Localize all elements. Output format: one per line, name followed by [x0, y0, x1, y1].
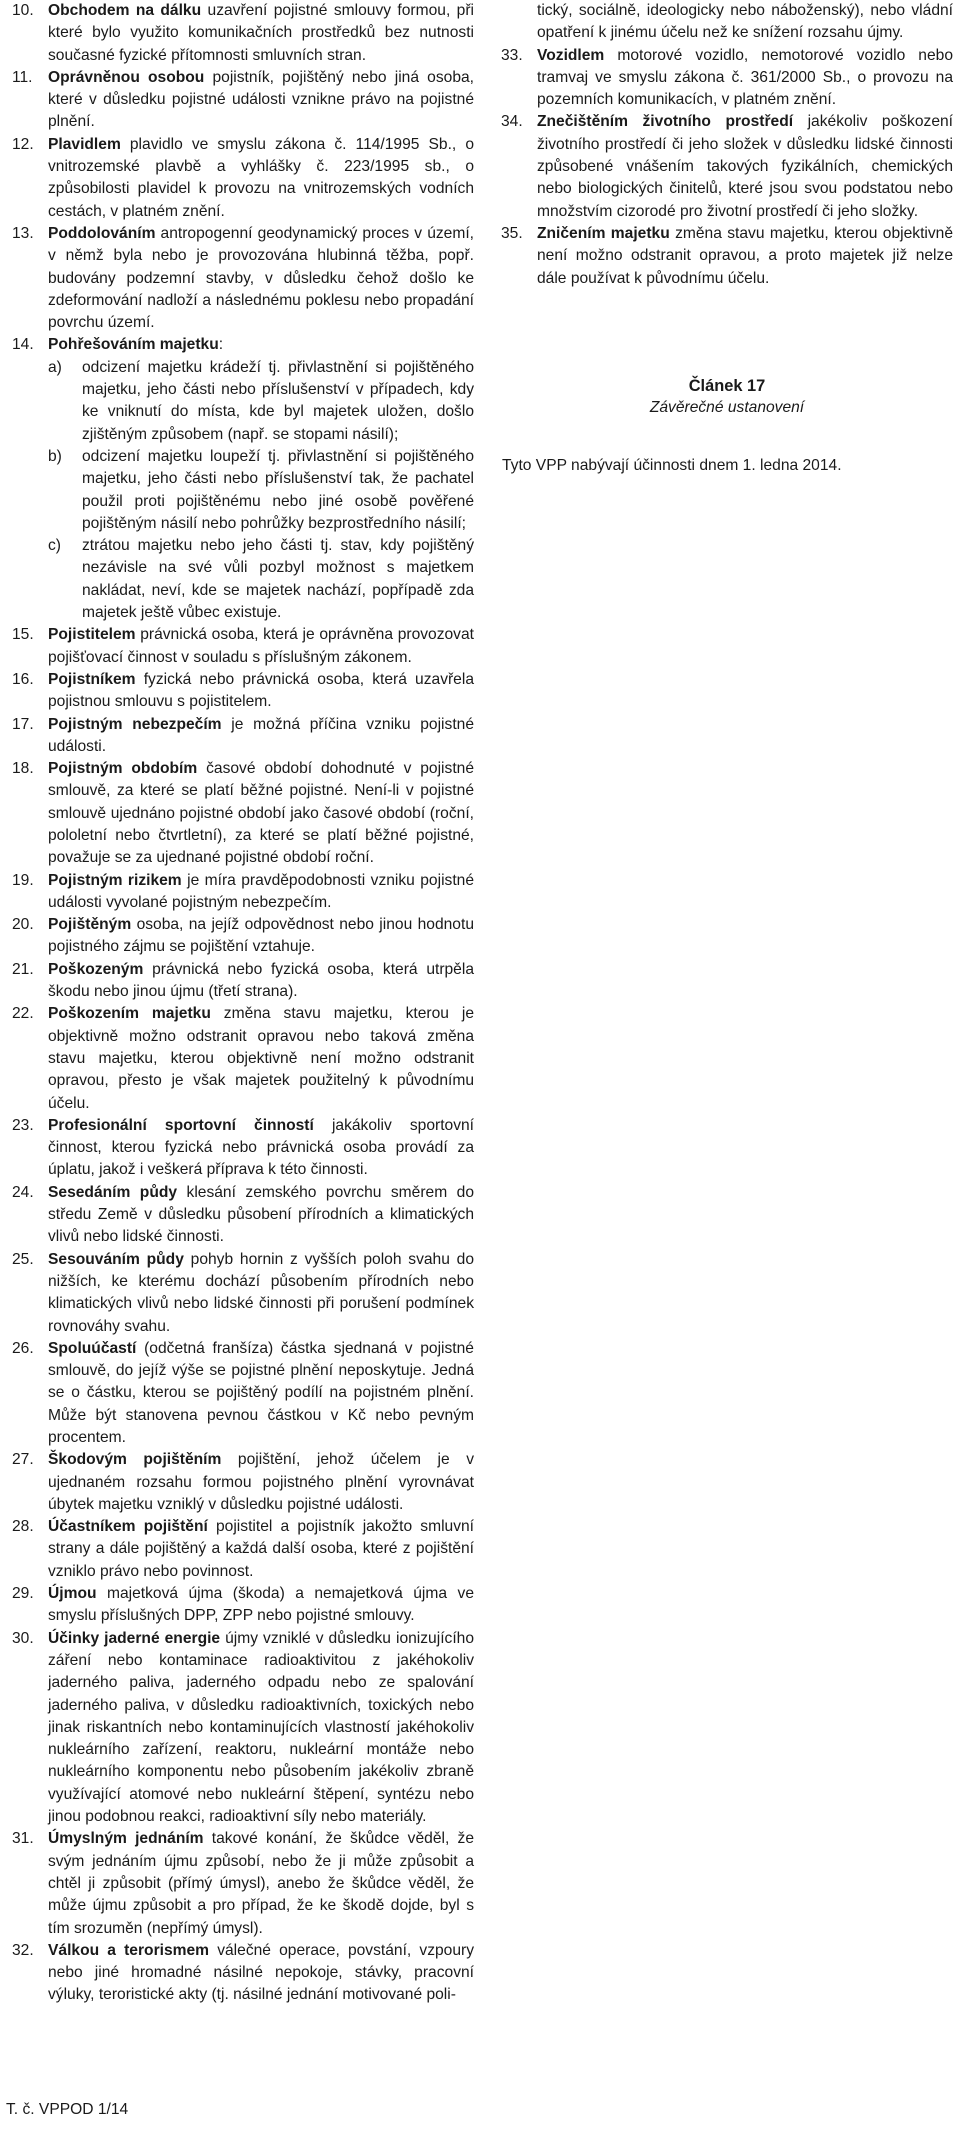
definition-continuation — [501, 0, 953, 45]
definition-item — [12, 1583, 474, 1628]
item-term: Znečištěním životního prostředí — [537, 113, 794, 131]
sub-item-label: a) — [48, 358, 62, 376]
item-term: Úmyslným jednáním — [48, 1830, 204, 1848]
definition-item — [12, 758, 474, 869]
item-text: plavidlo ve smyslu zákona č. 114/1995 Sb., o vnitrozemské plavbě a vyhlášky č. 223/1995 sb., o způsobilosti plavidel k provozu na vnitrozemských vodních cestách, v platném znění. — [48, 135, 474, 220]
item-term: Pojistníkem — [48, 670, 136, 688]
item-number: 29. — [12, 1585, 34, 1603]
item-number: 31. — [12, 1830, 34, 1848]
item-text: časové období dohodnuté v pojistné smlouvě, za které se platí běžné pojistné. Není-li v pojistné smlouvě ujednáno pojistné období jako časové období (roční, pololetní nebo čtvrtletní), za které se platí běžné pojistné, považuje se za ujednané pojistné období roční. — [48, 760, 474, 867]
page-footer: T. č. VPPOD 1/14 — [6, 2101, 129, 2118]
item-text: právnická nebo fyzická osoba, která utrpěla škodu nebo jinou újmu (třetí strana). — [48, 960, 474, 1001]
item-term: Válkou a terorismem — [48, 1941, 210, 1959]
item-text: změna stavu majetku, kterou je objektivně možno odstranit opravou nebo taková změna stavu majetku, kterou objektivně není možno odstranit opravou, přesto je však majetek použitelný k původnímu účelu. — [48, 1005, 474, 1112]
item-term: Pojištěným — [48, 916, 132, 934]
item-number: 14. — [12, 336, 34, 354]
definition-item — [12, 1338, 474, 1449]
definition-item — [12, 223, 474, 334]
item-number: 15. — [12, 626, 34, 644]
item-number: 19. — [12, 871, 34, 889]
item-number: 22. — [12, 1005, 34, 1023]
sub-item-label: b) — [48, 447, 62, 465]
item-text: újmy vzniklé v důsledku ionizujícího záření nebo kontaminace radioaktivitou z jakéhokoliv jaderného paliva, jaderného odpadu nebo ze spalování jaderného paliva, v důsledku radioaktivních, toxických nebo jinak riskantních nebo kontaminujících vlastností jakéhokoliv nukleárního zařízení, reaktoru, nukleární montáže nebo nukleárního komponentu nebo působením jakékoliv zbraně využívající atomové nebo nukleární štěpení, syntézu nebo jinou podobnou reakci, radioaktivní síly nebo materiály. — [48, 1629, 474, 1826]
definition-item — [501, 111, 953, 222]
item-number: 35. — [501, 224, 523, 242]
definition-item — [12, 959, 474, 1004]
definition-item — [12, 1516, 474, 1583]
item-term: Poškozením majetku — [48, 1005, 211, 1023]
definition-item — [12, 1182, 474, 1249]
sub-item-text: ztrátou majetku nebo jeho části tj. stav, kdy pojištěný nezávisle na své vůli pozbyl možnost s majetkem nakládat, neví, kde se majetek nachází, popřípadě zda majetek ještě vůbec existuje. — [82, 537, 474, 622]
left-column — [12, 0, 474, 2007]
definition-item — [12, 669, 474, 714]
item-text: právnická osoba, která je oprávněna provozovat pojišťovací činnost v souladu s příslušným zákonem. — [48, 626, 474, 666]
item-text: pojistitel a pojistník jakožto smluvní strany a dále pojištěný a každá další osoba, které z pojištění vzniklo právo nebo povinnost. — [48, 1518, 475, 1580]
item-number: 32. — [12, 1941, 34, 1959]
item-text: takové konání, že škůdce věděl, že svým jednáním újmu způsobí, nebo že ji může způsobit a chtěl ji způsobit (přímý úmysl), anebo že škůdce věděl, že může újmu způsobit a pro případ, že ke škodě dojde, byl s tím srozuměn (nepřímý úmysl). — [48, 1830, 474, 1937]
item-text: fyzická nebo právnická osoba, která uzavřela pojistnou smlouvu s pojistitelem. — [48, 670, 474, 711]
article-heading: Článek 17 — [688, 376, 766, 395]
sub-item-text: odcizení majetku krádeží tj. přivlastnění si pojištěného majetku, jeho části nebo příslušenství v případech, kdy ke vniknutí do místa, kde byl majetek uložen, došlo zjištěným způsobem (např. se stopami násilí); — [82, 358, 474, 443]
definition-item — [12, 0, 474, 67]
item-text: majetková újma (škoda) a nemajetková újma ve smyslu příslušných DPP, ZPP nebo pojistné smlouvy. — [48, 1585, 474, 1625]
item-number: 23. — [12, 1116, 34, 1134]
definition-item — [12, 134, 474, 223]
item-term: Pojistitelem — [48, 626, 136, 644]
definition-item — [12, 1940, 474, 2007]
item-text: jakékoliv poškození životního prostředí či jeho složek v důsledku lidské činnosti způsobené vnášením takových fyzikálních, chemických nebo biologických činitelů, které jsou svou podstatou nebo množstvím cizorodé pro životní prostředí či jeho složky. — [537, 113, 953, 220]
item-text: je míra pravděpodobnosti vzniku pojistné události vyvolané pojistným nebezpečím. — [48, 871, 475, 911]
definition-item — [12, 1115, 474, 1182]
item-number: 18. — [12, 760, 34, 778]
item-number: 12. — [12, 135, 34, 153]
item-number: 34. — [501, 113, 523, 131]
item-text: : — [218, 336, 224, 354]
article-subheading: Závěrečné ustanovení — [649, 399, 805, 417]
definition-item — [12, 1003, 474, 1114]
item-term: Účastníkem pojištění — [48, 1518, 208, 1536]
item-term: Zničením majetku — [537, 224, 670, 242]
item-number: 16. — [12, 670, 34, 688]
sub-item — [48, 535, 474, 624]
effective-date-text: Tyto VPP nabývají účinnosti dnem 1. ledna 2014. — [502, 457, 842, 475]
sub-item-text: odcizení majetku loupeží tj. přivlastnění si pojištěného majetku, jeho části nebo příslušenství tak, že pachatel použil proti pojištěnému nebo jiné osobě pověřené pojištěným násilí nebo pohrůžky bezprostředního násilí; — [82, 447, 474, 532]
item-term: Oprávněnou osobou — [48, 68, 205, 86]
item-term: Sesedáním půdy — [48, 1183, 178, 1201]
definition-item — [12, 914, 474, 959]
item-term: Profesionální sportovní činností — [48, 1116, 314, 1134]
item-text: pohyb hornin z vyšších poloh svahu do nižších, ke kterému dochází působením přírodních nebo klimatických vlivů nebo lidské činnosti při porušení podmínek rovnováhy svahu. — [48, 1250, 474, 1335]
item-text: jakákoliv sportovní činnost, kterou fyzická nebo právnická osoba provádí za úplatu, jakož i veškerá příprava k této činnosti. — [48, 1116, 474, 1179]
item-text: antropogenní geodynamický proces v území, v němž byla nebo je provozována hlubinná těžba, popř. budovány podzemní stavby, v důsledku čehož došlo ke zdeformování nadloží a následnému poklesu nebo propadání povrchu území. — [48, 224, 474, 332]
item-term: Škodovým pojištěním — [48, 1451, 222, 1469]
item-number: 33. — [501, 46, 523, 64]
item-number: 30. — [12, 1629, 34, 1647]
item-term: Obchodem na dálku — [48, 2, 202, 19]
definition-item — [12, 67, 474, 134]
definition-item — [12, 1628, 474, 1829]
item-term: Pojistným rizikem — [48, 871, 182, 889]
item-text: uzavření pojistné smlouvy formou, při které bylo využito komunikačních prostředků bez nutnosti současné fyzické přítomnosti smluvních stran. — [48, 2, 474, 64]
item-term: Spoluúčastí — [48, 1339, 137, 1357]
definition-item — [12, 334, 474, 624]
item-term: Pojistným nebezpečím — [48, 715, 222, 733]
item-term: Vozidlem — [537, 46, 605, 64]
item-number: 20. — [12, 916, 34, 934]
definition-item — [12, 624, 474, 669]
right-column — [501, 0, 953, 478]
item-text: klesání zemského povrchu směrem do středu Země v důsledku působení přírodních a klimatických vlivů nebo lidské činnosti. — [48, 1183, 475, 1246]
item-text: motorové vozidlo, nemotorové vozidlo nebo tramvaj ve smyslu zákona č. 361/2000 Sb., o provozu na pozemních komunikacích, v platném znění. — [537, 46, 953, 109]
item-text: je možná příčina vzniku pojistné události. — [48, 715, 474, 755]
continuation-text: tický, sociálně, ideologicky nebo náboženský), nebo vládní opatření k jinému účelu než ke snížení rozsahu újmy. — [537, 2, 953, 42]
item-term: Pojistným obdobím — [48, 760, 198, 778]
item-text: pojištění, jehož účelem je v ujednaném rozsahu formou pojistného plnění vyrovnávat úbytek majetku vzniklý v důsledku pojistné události. — [48, 1451, 475, 1513]
sub-item — [48, 446, 474, 535]
definition-item — [501, 223, 953, 290]
item-term: Újmou — [48, 1585, 97, 1603]
definition-item — [12, 1828, 474, 1939]
sub-item — [48, 357, 474, 446]
item-text: válečné operace, povstání, vzpoury nebo jiné hromadné násilné nepokoje, stávky, pracovní výluky, teroristické akty (tj. násilné jednání motivované poli- — [48, 1941, 474, 2004]
item-term: Pohřešováním majetku — [48, 336, 219, 354]
item-number: 10. — [12, 2, 34, 19]
item-number: 17. — [12, 715, 34, 733]
item-text: změna stavu majetku, kterou objektivně není možno odstranit opravou, a proto majetek již nelze dále používat k původnímu účelu. — [537, 224, 954, 287]
item-number: 25. — [12, 1250, 34, 1268]
item-number: 24. — [12, 1183, 34, 1201]
item-number: 21. — [12, 960, 34, 978]
item-text: pojistník, pojištěný nebo jiná osoba, které v důsledku pojistné události vznikne právo na pojistné plnění. — [48, 68, 474, 131]
item-term: Účinky jaderné energie — [48, 1629, 221, 1647]
item-term: Poddolováním — [48, 224, 156, 242]
item-text: osoba, na jejíž odpovědnost nebo jinou hodnotu pojistného zájmu se pojištění vztahuje. — [48, 916, 474, 956]
definition-item — [12, 1249, 474, 1338]
item-term: Sesouváním půdy — [48, 1250, 184, 1268]
definition-item — [501, 45, 953, 112]
item-number: 28. — [12, 1518, 34, 1536]
definition-item — [12, 1449, 474, 1516]
item-text: (odčetná franšíza) částka sjednaná v pojistné smlouvě, do jejíž výše se pojistné plnění neposkytuje. Jedná se o částku, kterou se pojištěný podílí na pojistném plnění. Může být stanovena pevnou částkou v Kč nebo pevným procentem. — [48, 1339, 474, 1446]
item-term: Plavidlem — [48, 135, 121, 153]
item-number: 27. — [12, 1451, 34, 1469]
item-number: 26. — [12, 1339, 34, 1357]
item-number: 13. — [12, 224, 34, 242]
definition-item — [12, 870, 474, 915]
sub-item-label: c) — [48, 537, 61, 555]
sub-list — [48, 357, 474, 625]
item-number: 11. — [12, 68, 33, 86]
item-term: Poškozeným — [48, 960, 144, 978]
definition-item — [12, 714, 474, 759]
